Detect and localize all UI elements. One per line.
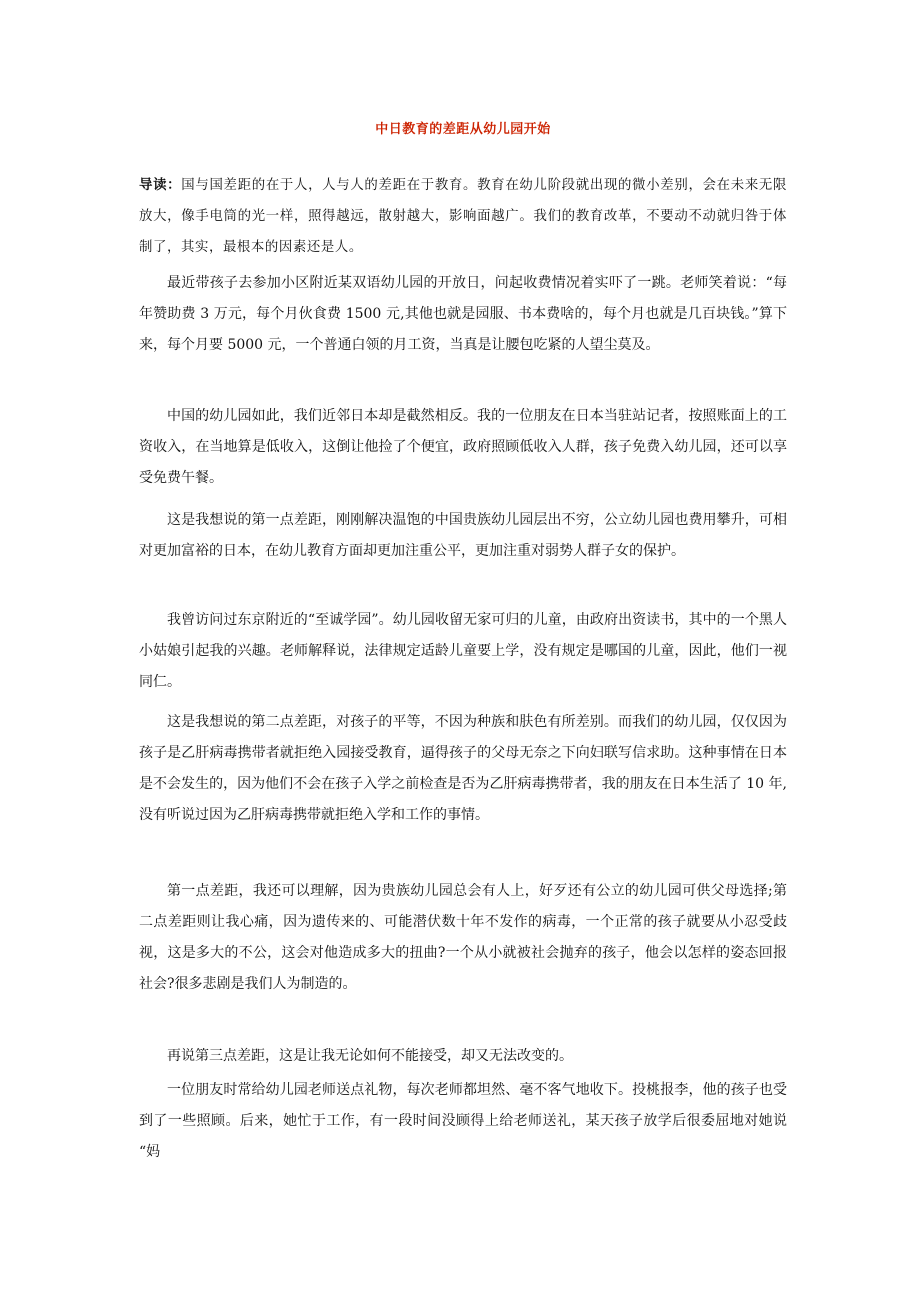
paragraph-1: 最近带孩子去参加小区附近某双语幼儿园的开放日，问起收费情况着实吓了一跳。老师笑着说：“每年赞助费 3 万元，每个月伙食费 1500 元,其他也就是园服、书本费啥的，每个月也就是几百块钱。”算下来，每个月要 5000 元，一个普通白领的月工资，当真是让腰包吃紧的人望尘莫及。 (139, 275, 787, 353)
intro-paragraph (139, 170, 787, 263)
paragraph-5: 这是我想说的第二点差距，对孩子的平等，不因为种族和肤色有所差别。而我们的幼儿园，仅仅因为孩子是乙肝病毒携带者就拒绝入园接受教育，逼得孩子的父母无奈之下向妇联写信求助。这种事情在日本是不会发生的，因为他们不会在孩子入学之前检查是否为乙肝病毒携带者，我的朋友在日本生活了 10 年,没有听说过因为乙肝病毒携带就拒绝入学和工作的事情。 (139, 714, 787, 823)
paragraph-3: 这是我想说的第一点差距，刚刚解决温饱的中国贵族幼儿园层出不穷，公立幼儿园也费用攀升，可相对更加富裕的日本，在幼儿教育方面却更加注重公平，更加注重对弱势人群子女的保护。 (139, 512, 787, 559)
intro-text: 国与国差距的在于人，人与人的差距在于教育。教育在幼儿阶段就出现的微小差别，会在未来无限放大，像手电筒的光一样，照得越远，散射越大，影响面越广。我们的教育改革，不要动不动就归咎于体制了，其实，最根本的因素还是人。 (139, 178, 788, 255)
paragraph-6: 第一点差距，我还可以理解，因为贵族幼儿园总会有人上，好歹还有公立的幼儿园可供父母选择;第二点差距则让我心痛，因为遗传来的、可能潜伏数十年不发作的病毒，一个正常的孩子就要从小忍受歧视，这是多大的不公，这会对他造成多大的扭曲?一个从小就被社会抛弃的孩子，他会以怎样的姿态回报社会?很多悲剧是我们人为制造的。 (139, 883, 787, 992)
paragraph-8: 一位朋友时常给幼儿园老师送点礼物，每次老师都坦然、毫不客气地收下。投桃报李，他的孩子也受到了一些照顾。后来，她忙于工作，有一段时间没顾得上给老师送礼，某天孩子放学后很委屈地对她说 “妈 (139, 1082, 787, 1160)
paragraph-7: 再说第三点差距，这是让我无论如何不能接受，却又无法改变的。 (167, 1048, 573, 1064)
paragraph-2: 中国的幼儿园如此，我们近邻日本却是截然相反。我的一位朋友在日本当驻站记者，按照账面上的工资收入，在当地算是低收入，这倒让他捡了个便宜，政府照顾低收入人群，孩子免费入幼儿园，还可以享受免费午餐。 (139, 408, 787, 486)
intro-label: 导读： (139, 178, 182, 193)
article-title: 中日教育的差距从幼儿园开始 (375, 122, 551, 137)
paragraph-4: 我曾访问过东京附近的“至诚学园”。幼儿园收留无家可归的儿童，由政府出资读书，其中的一个黑人小姑娘引起我的兴趣。老师解释说，法律规定适龄儿童要上学，没有规定是哪国的儿童，因此，他们一视同仁。 (139, 612, 787, 690)
